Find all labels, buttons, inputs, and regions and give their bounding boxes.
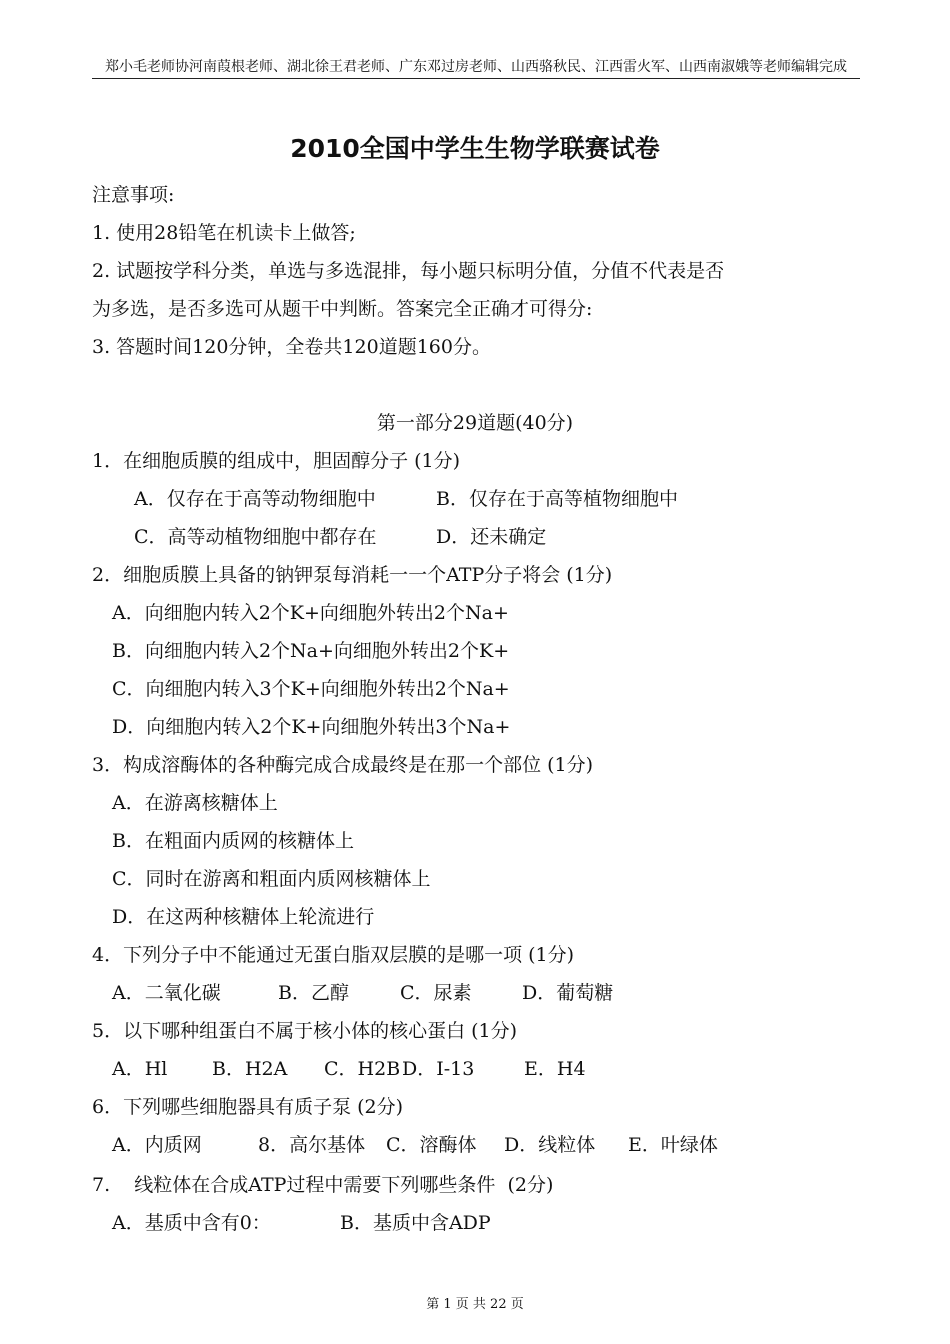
- question-6-options: [112, 1132, 718, 1158]
- question-1-options-row-2: [134, 524, 546, 550]
- question-4-option-d: D．葡萄糖: [522, 982, 614, 1004]
- question-1-option-c: C．高等动植物细胞中都存在: [134, 526, 377, 548]
- question-7-stem: 7. 线粒体在合成ATP过程中需要下列哪些条件 (2分): [92, 1174, 554, 1196]
- question-5-option-a: A．Hl: [112, 1058, 168, 1080]
- notice-item-2a: 2. 试题按学科分类，单选与多选混排，每小题只标明分值，分值不代表是否: [92, 260, 725, 282]
- notice-item-3: 3. 答题时间120分钟，全卷共120道题160分。: [92, 336, 491, 358]
- question-3-option-d: D．在这两种核糖体上轮流进行: [112, 906, 375, 928]
- question-1-stem: 1．在细胞质膜的组成中，胆固醇分子 (1分): [92, 450, 461, 472]
- question-7-options: [112, 1210, 491, 1236]
- question-7-option-a: A．基质中含有0：: [112, 1212, 271, 1234]
- question-6-option-d: D．线粒体: [504, 1134, 596, 1156]
- notice-heading: 注意事项:: [92, 184, 175, 206]
- question-5-options: [112, 1056, 586, 1082]
- question-3-option-c: C．同时在游离和粗面内质网核糖体上: [112, 868, 431, 890]
- question-2-stem: 2．细胞质膜上具备的钠钾泵每消耗一一个ATP分子将会 (1分): [92, 564, 613, 586]
- question-5-option-b: B．H2A: [212, 1058, 288, 1080]
- question-7-option-b: B．基质中含ADP: [340, 1212, 491, 1234]
- question-6-option-c: C．溶酶体: [386, 1134, 477, 1156]
- exam-title: 2010全国中学生生物学联赛试卷: [290, 134, 660, 163]
- question-6-option-a: A．内质网: [112, 1134, 202, 1156]
- question-5-option-c: C．H2B: [324, 1058, 401, 1080]
- question-5-option-d: D．I-13: [402, 1058, 475, 1080]
- question-3-option-b: B．在粗面内质网的核糖体上: [112, 830, 354, 852]
- question-6-stem: 6．下列哪些细胞器具有质子泵 (2分): [92, 1096, 404, 1118]
- question-1-option-d: D．还未确定: [436, 526, 547, 548]
- question-1-options-row-1: [134, 486, 678, 512]
- question-1-option-b: B．仅存在于高等植物细胞中: [436, 488, 678, 510]
- notice-item-1: 1. 使用28铅笔在机读卡上做答;: [92, 222, 356, 244]
- section-heading: 第一部分29道题(40分): [376, 412, 574, 434]
- question-4-options: [112, 980, 613, 1006]
- question-4-option-b: B．乙醇: [278, 982, 349, 1004]
- question-5-option-e: E．H4: [524, 1058, 586, 1080]
- question-3-stem: 3．构成溶酶体的各种酶完成合成最终是在那一个部位 (1分): [92, 754, 594, 776]
- question-2-option-b: B．向细胞内转入2个Na+向细胞外转出2个K+: [112, 640, 510, 662]
- question-5-stem: 5．以下哪种组蛋白不属于核小体的核心蛋白 (1分): [92, 1020, 518, 1042]
- page-footer: 第 1 页 共 22 页: [426, 1297, 524, 1312]
- notice-item-2b: 为多选，是否多选可从题干中判断。答案完全正确才可得分:: [92, 298, 593, 320]
- question-6-option-b: 8．高尔基体: [258, 1134, 366, 1156]
- question-4-option-a: A．二氧化碳: [112, 982, 221, 1004]
- page-header: 郑小毛老师协河南葭根老师、湖北徐王君老师、广东邓过房老师、山西骆秋民、江西雷火军、山西南淑娥等老师编辑完成: [92, 56, 860, 79]
- question-2-option-a: A．向细胞内转入2个K+向细胞外转出2个Na+: [112, 602, 509, 624]
- question-4-stem: 4．下列分子中不能通过无蛋白脂双层膜的是哪一项 (1分): [92, 944, 575, 966]
- question-6-option-e: E．叶绿体: [628, 1134, 718, 1156]
- question-4-option-c: C．尿素: [400, 982, 472, 1004]
- question-3-option-a: A．在游离核糖体上: [112, 792, 278, 814]
- question-1-option-a: A．仅存在于高等动物细胞中: [134, 488, 376, 510]
- question-2-option-d: D．向细胞内转入2个K+向细胞外转出3个Na+: [112, 716, 511, 738]
- question-2-option-c: C．向细胞内转入3个K+向细胞外转出2个Na+: [112, 678, 510, 700]
